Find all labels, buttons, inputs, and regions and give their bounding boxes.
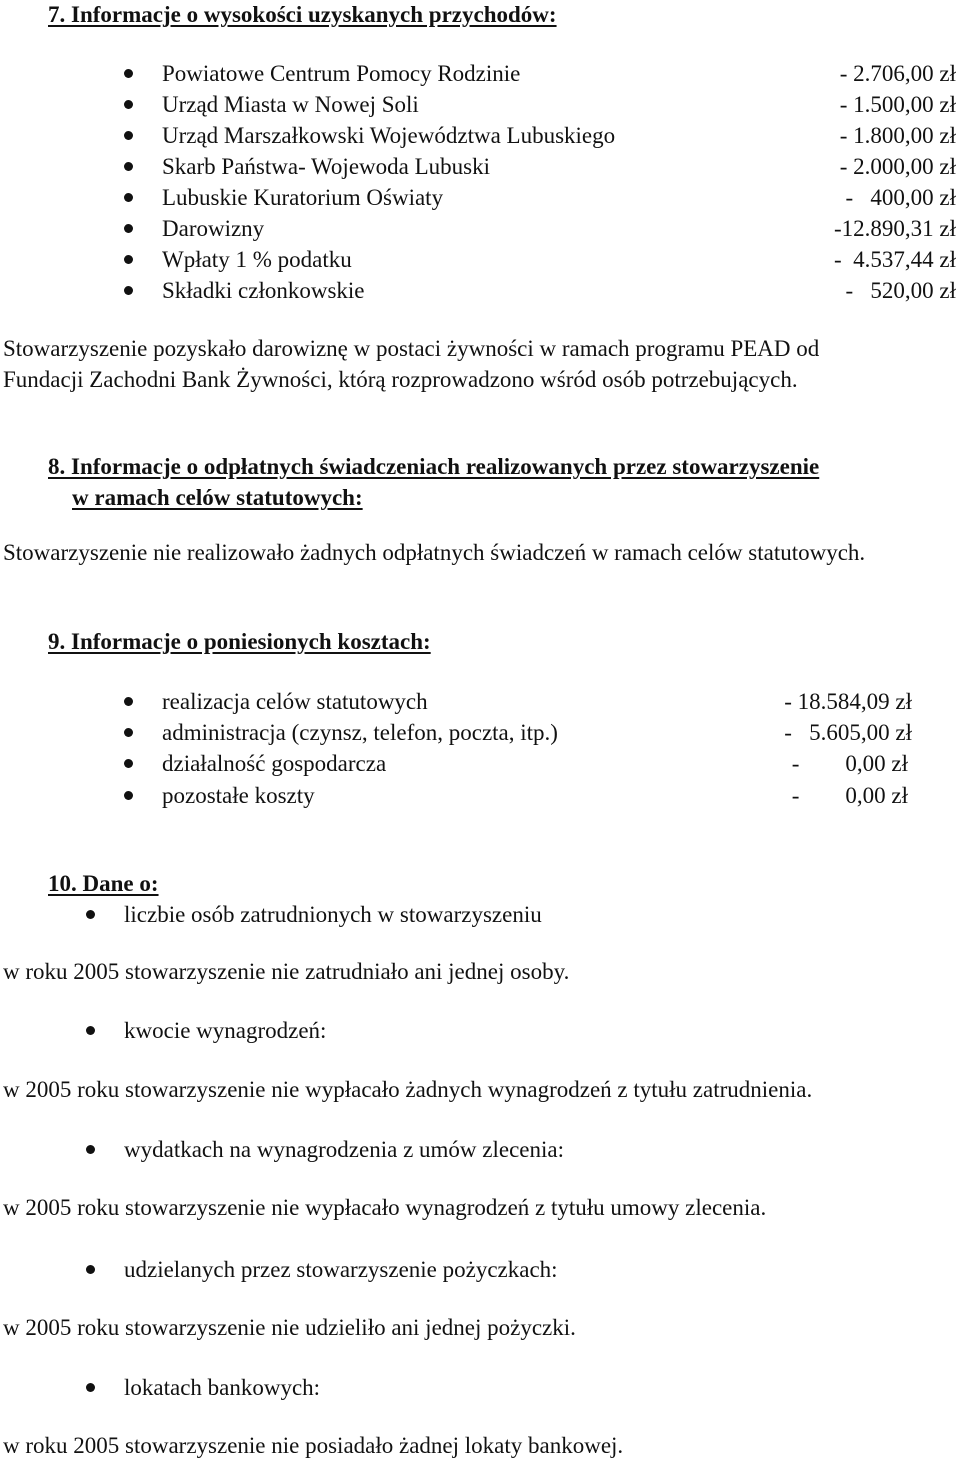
section-8-heading-line-2: [48, 486, 363, 509]
bullet-icon: [124, 728, 133, 737]
section-9-heading: 9. Informacje o poniesionych kosztach:: [48, 629, 431, 654]
cost-amount: - 18.584,09 zł: [784, 689, 912, 714]
cost-amount: - 5.605,00 zł: [784, 720, 912, 745]
section-7-note-line-1: Stowarzyszenie pozyskało darowiznę w postaci żywności w ramach programu PEAD od: [3, 336, 820, 361]
income-amount: - 2.000,00 zł: [839, 154, 956, 179]
bullet-icon: [124, 286, 133, 295]
income-label: Składki członkowskie: [162, 278, 365, 303]
income-label: Urząd Miasta w Nowej Soli: [162, 92, 419, 117]
bullet-icon: [86, 1383, 95, 1392]
bullet-icon: [124, 162, 133, 171]
cost-amount: - 0,00 zł: [791, 751, 908, 776]
income-label: Skarb Państwa- Wojewoda Lubuski: [162, 154, 490, 179]
income-amount: - 2.706,00 zł: [839, 61, 956, 86]
data-entry-topic: kwocie wynagrodzeń:: [124, 1018, 327, 1043]
cost-label: działalność gospodarcza: [162, 751, 387, 776]
bullet-icon: [124, 759, 133, 768]
bullet-icon: [86, 1026, 95, 1035]
income-label: Urząd Marszałkowski Województwa Lubuskiego: [162, 123, 616, 148]
income-amount: - 520,00 zł: [845, 278, 956, 303]
income-label: Darowizny: [162, 216, 265, 241]
income-label: Powiatowe Centrum Pomocy Rodzinie: [162, 61, 521, 86]
data-entry-text: w 2005 roku stowarzyszenie nie wypłacało żadnych wynagrodzeń z tytułu zatrudnienia.: [3, 1077, 813, 1102]
cost-label: administracja (czynsz, telefon, poczta, itp.): [162, 720, 558, 745]
section-7-note-line-2: Fundacji Zachodni Bank Żywności, którą rozprowadzono wśród osób potrzebujących.: [3, 367, 798, 392]
bullet-icon: [124, 791, 133, 800]
income-amount: - 1.800,00 zł: [839, 123, 956, 148]
section-10-heading: 10. Dane o:: [48, 871, 159, 896]
section-8-heading-line-1: 8. Informacje o odpłatnych świadczeniach realizowanych przez stowarzyszenie: [48, 454, 820, 479]
income-label: Lubuskie Kuratorium Oświaty: [162, 185, 444, 210]
data-entry-topic: udzielanych przez stowarzyszenie pożyczkach:: [124, 1257, 558, 1282]
data-entry-text: w roku 2005 stowarzyszenie nie zatrudniało ani jednej osoby.: [3, 959, 570, 984]
income-amount: - 1.500,00 zł: [839, 92, 956, 117]
bullet-icon: [124, 100, 133, 109]
bullet-icon: [124, 224, 133, 233]
bullet-icon: [124, 193, 133, 202]
section-8-heading-line-2-text: w ramach celów statutowych:: [72, 485, 363, 510]
income-label: Wpłaty 1 % podatku: [162, 247, 352, 272]
income-amount: - 4.537,44 zł: [833, 247, 956, 272]
bullet-icon: [124, 697, 133, 706]
cost-label: pozostałe koszty: [162, 783, 315, 808]
data-entry-topic: liczbie osób zatrudnionych w stowarzyszeniu: [124, 902, 542, 927]
section-8-text: Stowarzyszenie nie realizowało żadnych odpłatnych świadczeń w ramach celów statutowych.: [3, 540, 866, 565]
bullet-icon: [124, 255, 133, 264]
cost-amount: - 0,00 zł: [791, 783, 908, 808]
bullet-icon: [86, 910, 95, 919]
bullet-icon: [86, 1145, 95, 1154]
data-entry-text: w 2005 roku stowarzyszenie nie udzieliło ani jednej pożyczki.: [3, 1315, 576, 1340]
bullet-icon: [124, 131, 133, 140]
cost-label: realizacja celów statutowych: [162, 689, 428, 714]
bullet-icon: [124, 69, 133, 78]
data-entry-text: w roku 2005 stowarzyszenie nie posiadało żadnej lokaty bankowej.: [3, 1433, 624, 1458]
data-entry-topic: lokatach bankowych:: [124, 1375, 321, 1400]
data-entry-text: w 2005 roku stowarzyszenie nie wypłacało wynagrodzeń z tytułu umowy zlecenia.: [3, 1195, 767, 1220]
data-entry-topic: wydatkach na wynagrodzenia z umów zlecenia:: [124, 1137, 564, 1162]
income-amount: -12.890,31 zł: [833, 216, 956, 241]
bullet-icon: [86, 1265, 95, 1274]
section-7-heading: 7. Informacje o wysokości uzyskanych przychodów:: [48, 2, 557, 27]
income-amount: - 400,00 zł: [845, 185, 956, 210]
